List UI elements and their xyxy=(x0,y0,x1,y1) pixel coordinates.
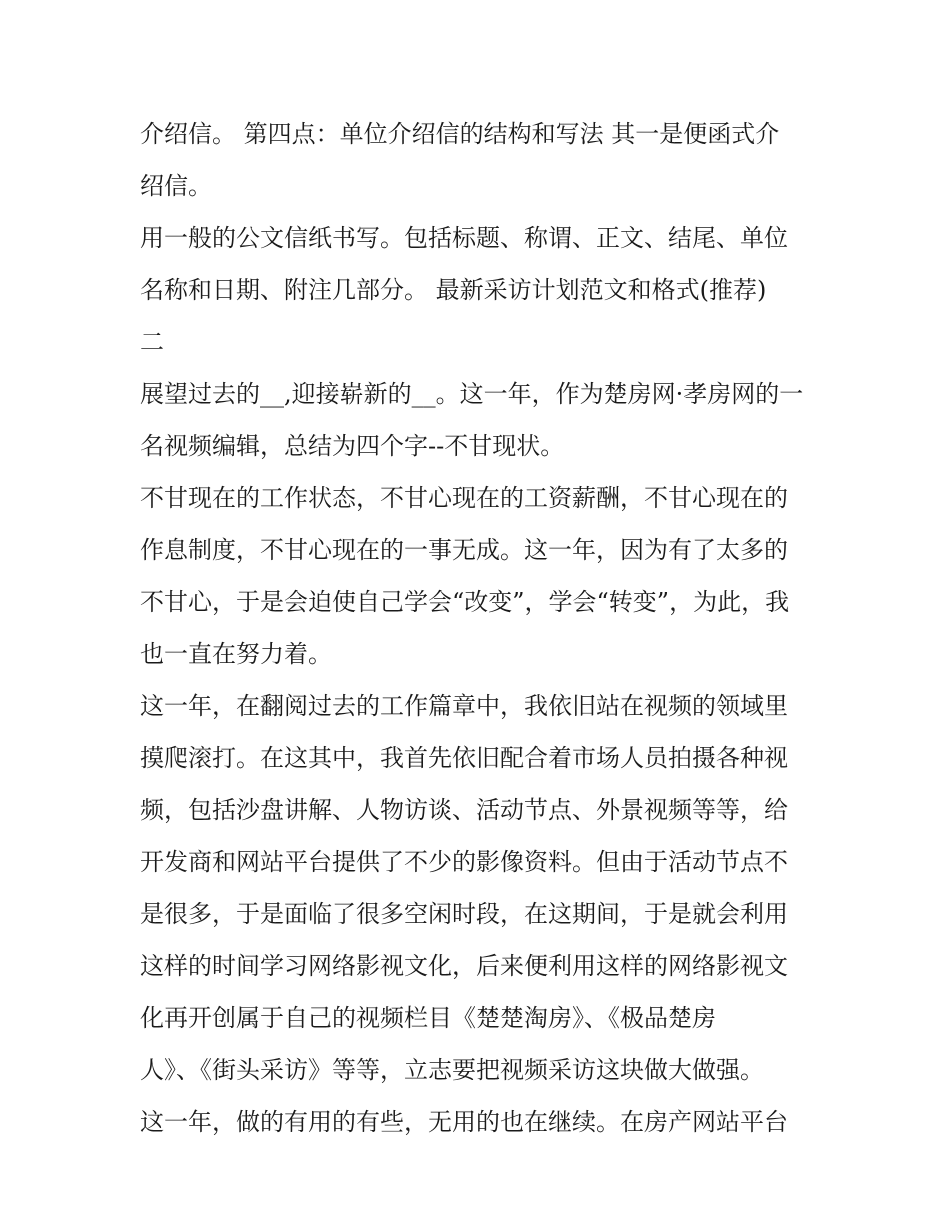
text-line: 这一年，做的有用的有些，无用的也在继续。在房产网站平台 xyxy=(140,1108,788,1136)
text-line: 名视频编辑，总结为四个字--不甘现状。 xyxy=(140,432,565,460)
text-line: 也一直在努力着。 xyxy=(140,640,332,668)
text-line: 介绍信。 第四点：单位介绍信的结构和写法 其一是便函式介 xyxy=(140,120,780,148)
text-line: 绍信。 xyxy=(140,172,212,200)
text-line: 频，包括沙盘讲解、人物访谈、活动节点、外景视频等等，给 xyxy=(140,796,788,824)
text-line: 作息制度，不甘心现在的一事无成。这一年，因为有了太多的 xyxy=(140,536,788,564)
text-line: 这样的时间学习网络影视文化，后来便利用这样的网络影视文 xyxy=(140,952,788,980)
text-line: 人》、《街头采访》等等，立志要把视频采访这块做大做强。 xyxy=(140,1056,764,1084)
text-line: 展望过去的__,迎接崭新的__。这一年，作为楚房网·孝房网的一 xyxy=(140,380,804,408)
text-line: 摸爬滚打。在这其中，我首先依旧配合着市场人员拍摄各种视 xyxy=(140,744,788,772)
document-body xyxy=(140,108,820,1148)
text-line: 是很多，于是面临了很多空闲时段，在这期间，于是就会利用 xyxy=(140,900,788,928)
text-line: 二 xyxy=(140,328,164,356)
text-line: 不甘现在的工作状态，不甘心现在的工资薪酬，不甘心现在的 xyxy=(140,484,788,512)
text-line: 用一般的公文信纸书写。包括标题、称谓、正文、结尾、单位 xyxy=(140,224,788,252)
text-line: 这一年，在翻阅过去的工作篇章中，我依旧站在视频的领域里 xyxy=(140,692,788,720)
text-line: 不甘心，于是会迫使自己学会“改变”，学会“转变”，为此，我 xyxy=(140,588,790,616)
text-line: 开发商和网站平台提供了不少的影像资料。但由于活动节点不 xyxy=(140,848,788,876)
text-line: 化再开创属于自己的视频栏目《楚楚淘房》、《极品楚房 xyxy=(140,1004,716,1032)
text-line: 名称和日期、附注几部分。 最新采访计划范文和格式(推荐) xyxy=(140,276,767,304)
